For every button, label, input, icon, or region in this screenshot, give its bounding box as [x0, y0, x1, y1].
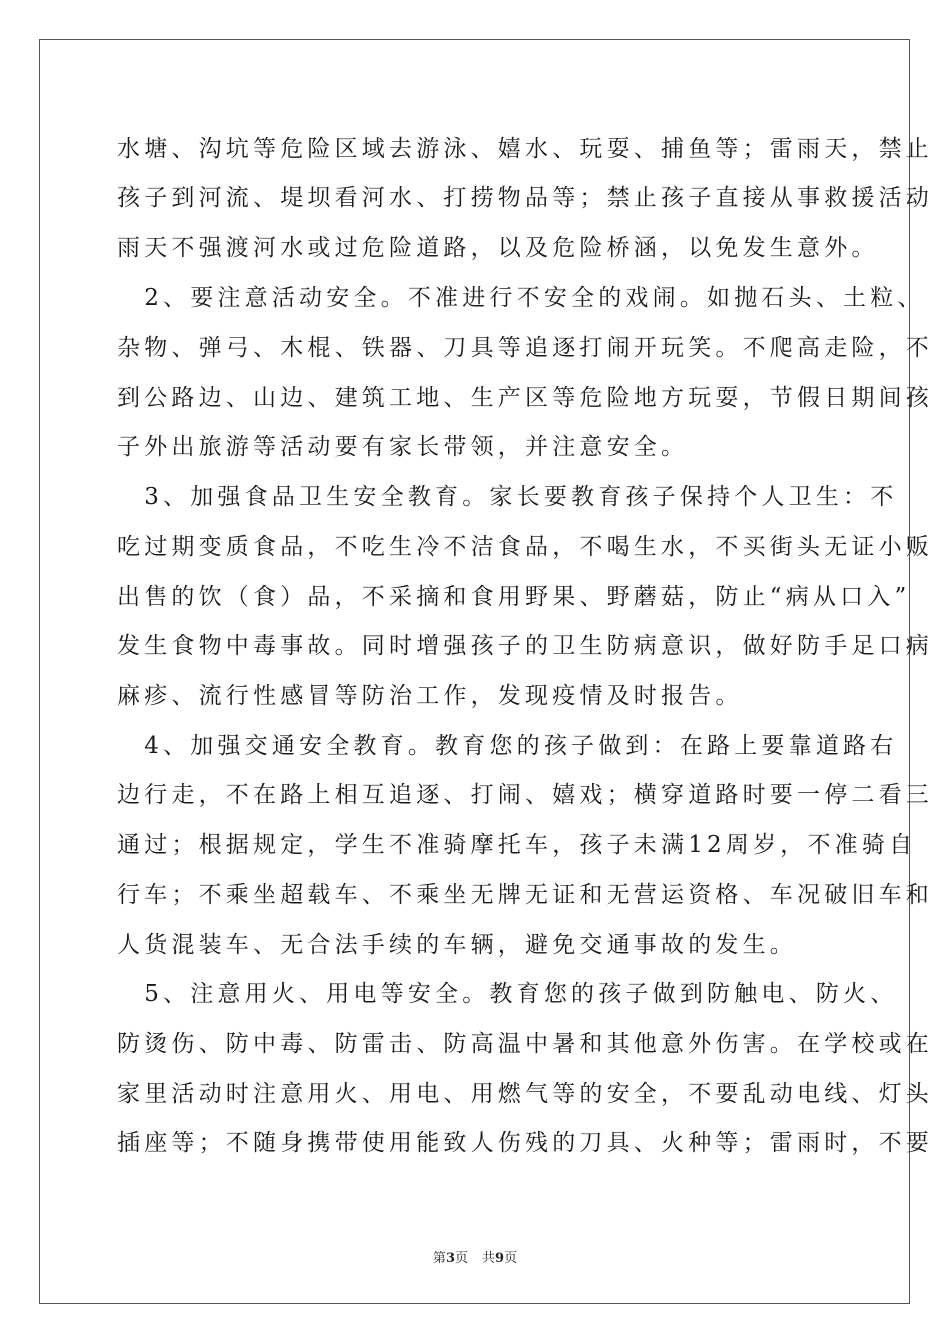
paragraph-4-start: 4、加强交通安全教育。教育您的孩子做到：在路上要靠道路右 [117, 733, 898, 759]
page-footer [0, 1247, 950, 1266]
text-line: 吃过期变质食品，不吃生冷不洁食品，不喝生水，不买街头无证小贩 [117, 534, 933, 560]
text-line: 水塘、沟坑等危险区域去游泳、嬉水、玩耍、捕鱼等；雷雨天，禁止 [117, 136, 933, 162]
text-line: 孩子到河流、堤坝看河水、打捞物品等；禁止孩子直接从事救援活动 [117, 185, 933, 211]
paragraph-2-start: 2、要注意活动安全。不准进行不安全的戏闹。如抛石头、土粒、 [117, 285, 925, 311]
total-suffix: 页 [504, 1251, 518, 1266]
text-line: 子外出旅游等活动要有家长带领，并注意安全。 [117, 434, 689, 460]
text-line: 通过；根据规定，学生不准骑摩托车，孩子未满12周岁，不准骑自 [117, 832, 917, 858]
page-total: 9 [495, 1251, 505, 1266]
text-line: 麻疹、流行性感冒等防治工作，发现疫情及时报告。 [117, 683, 743, 709]
text-line: 发生食物中毒事故。同时增强孩子的卫生防病意识，做好防手足口病 [117, 633, 933, 659]
page-prefix: 第 [432, 1251, 446, 1266]
text-line: 插座等；不随身携带使用能致人伤残的刀具、火种等；雷雨时，不要 [117, 1130, 933, 1156]
text-line: 行车；不乘坐超载车、不乘坐无牌无证和无营运资格、车况破旧车和 [117, 882, 933, 908]
page-suffix: 页 [454, 1251, 468, 1266]
text-line: 防烫伤、防中毒、防雷击、防高温中暑和其他意外伤害。在学校或在 [117, 1031, 933, 1057]
paragraph-3-start: 3、加强食品卫生安全教育。家长要教育孩子保持个人卫生：不 [117, 484, 898, 510]
text-line: 到公路边、山边、建筑工地、生产区等危险地方玩耍，节假日期间孩 [117, 385, 933, 411]
page-border [39, 39, 910, 1304]
paragraph-5-start: 5、注意用火、用电等安全。教育您的孩子做到防触电、防火、 [117, 981, 898, 1007]
text-line: 边行走，不在路上相互追逐、打闹、嬉戏；横穿道路时要一停二看三 [117, 782, 933, 808]
total-prefix: 共 [482, 1251, 496, 1266]
text-line: 雨天不强渡河水或过危险道路，以及危险桥涵，以免发生意外。 [117, 235, 879, 261]
text-line: 家里活动时注意用火、用电、用燃气等的安全，不要乱动电线、灯头 [117, 1081, 933, 1107]
page-current: 3 [445, 1251, 455, 1266]
text-line: 人货混装车、无合法手续的车辆，避免交通事故的发生。 [117, 932, 797, 958]
text-line: 杂物、弹弓、木棍、铁器、刀具等追逐打闹开玩笑。不爬高走险，不 [117, 335, 933, 361]
text-line: 出售的饮（食）品，不采摘和食用野果、野蘑菇，防止“病从口入” [117, 584, 911, 610]
